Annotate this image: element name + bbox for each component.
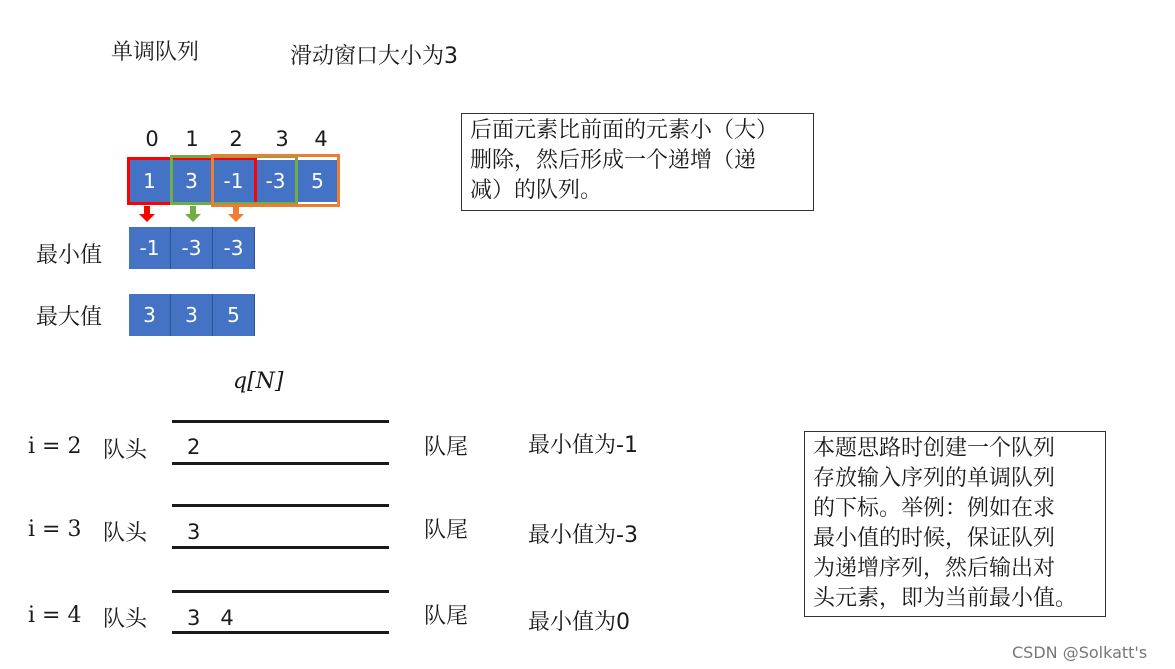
max-cell: 5 bbox=[213, 294, 255, 336]
note-line: 最小值的时候，保证队列 bbox=[813, 526, 1056, 551]
queue-top-line bbox=[172, 590, 389, 593]
queue-contents: 3 bbox=[187, 520, 201, 544]
queue-top-line bbox=[172, 420, 389, 423]
array-cell: 5 bbox=[297, 160, 339, 202]
array-cell: 1 bbox=[129, 160, 171, 202]
head-label: 队头 bbox=[103, 438, 148, 463]
window-size-label: 滑动窗口大小为3 bbox=[290, 44, 458, 69]
watermark: CSDN @Solkatt's bbox=[1012, 643, 1148, 662]
max-cell: 3 bbox=[171, 294, 213, 336]
head-label: 队头 bbox=[103, 521, 148, 546]
min-row-label: 最小值 bbox=[36, 243, 103, 268]
max-row-label: 最大值 bbox=[36, 305, 103, 330]
queue-bottom-line bbox=[172, 631, 389, 634]
array-cell: 3 bbox=[171, 160, 213, 202]
queue-bottom-line bbox=[172, 462, 389, 465]
result-label: 最小值为-1 bbox=[528, 433, 638, 458]
queue-bottom-line bbox=[172, 546, 389, 549]
i-label: i = 3 bbox=[28, 517, 82, 542]
note-line: 减）的队列。 bbox=[470, 178, 603, 203]
note-top bbox=[461, 113, 814, 211]
queue-contents: 2 bbox=[187, 435, 201, 459]
green-down-arrow-icon bbox=[185, 206, 201, 227]
window-frame-3 bbox=[211, 154, 340, 207]
min-cell: -3 bbox=[213, 227, 255, 269]
index-label: 1 bbox=[185, 127, 199, 151]
array-cell: -3 bbox=[255, 160, 297, 202]
note-line: 删除，然后形成一个递增（递 bbox=[470, 148, 757, 173]
head-label: 队头 bbox=[103, 607, 148, 632]
note-line: 的下标。举例：例如在求 bbox=[813, 496, 1056, 521]
note-line: 头元素，即为当前最小值。 bbox=[813, 586, 1078, 611]
red-down-arrow-icon bbox=[139, 206, 155, 227]
i-label: i = 2 bbox=[28, 434, 82, 459]
note-line: 存放输入序列的单调队列 bbox=[813, 466, 1056, 491]
note-line: 为递增序列，然后输出对 bbox=[813, 556, 1056, 581]
min-cell: -1 bbox=[129, 227, 171, 269]
index-label: 0 bbox=[145, 127, 159, 151]
title-monotonic-queue: 单调队列 bbox=[111, 40, 200, 65]
queue-top-line bbox=[172, 504, 389, 507]
max-cell: 3 bbox=[129, 294, 171, 336]
queue-contents: 3 4 bbox=[187, 606, 234, 630]
note-line: 本题思路时创建一个队列 bbox=[813, 436, 1056, 461]
min-cell: -3 bbox=[171, 227, 213, 269]
tail-label: 队尾 bbox=[424, 604, 469, 629]
orange-down-arrow-icon bbox=[228, 206, 244, 227]
note-line: 后面元素比前面的元素小（大） bbox=[470, 118, 779, 143]
index-label: 3 bbox=[275, 127, 289, 151]
i-label: i = 4 bbox=[28, 603, 82, 628]
tail-label: 队尾 bbox=[424, 435, 469, 460]
index-label: 2 bbox=[229, 127, 243, 151]
tail-label: 队尾 bbox=[424, 518, 469, 543]
array-cell: -1 bbox=[213, 160, 255, 202]
index-label: 4 bbox=[314, 127, 328, 151]
result-label: 最小值为0 bbox=[528, 610, 630, 635]
note-bottom bbox=[804, 431, 1106, 617]
result-label: 最小值为-3 bbox=[528, 523, 638, 548]
queue-name: q[N] bbox=[233, 369, 284, 394]
